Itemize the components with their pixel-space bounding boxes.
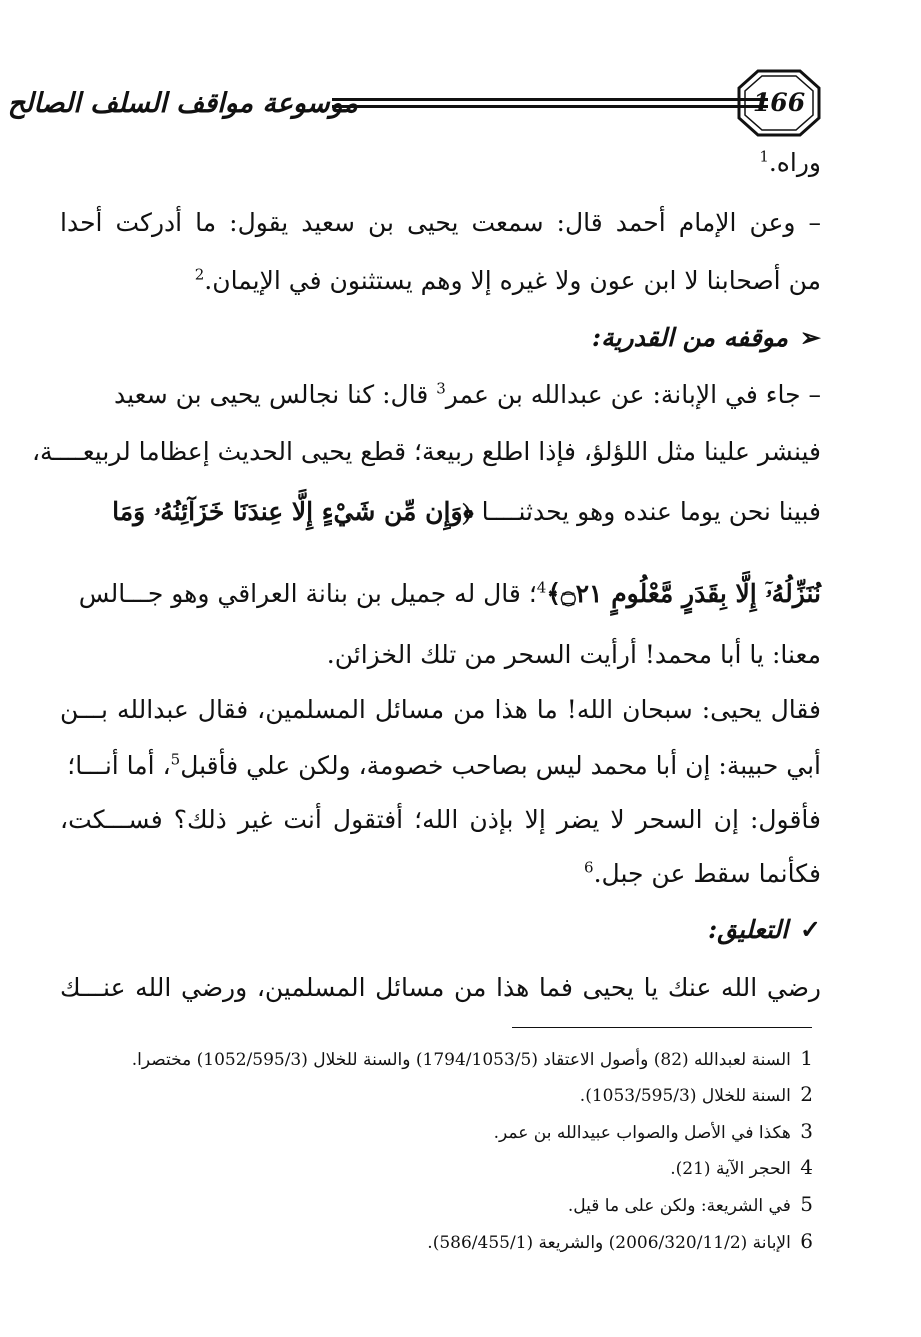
footnote-ref: 4 [536, 578, 547, 597]
footnote-separator [512, 1027, 812, 1028]
footnote-number: 1 [800, 1046, 813, 1070]
footnote-number: 2 [800, 1082, 813, 1106]
text-line: رضي الله عنك يا يحيى فما هذا من مسائل المسلمين، ورضي الله عنـــك [60, 973, 821, 1002]
footnote [100, 1223, 813, 1259]
text-line [60, 138, 821, 188]
text-span: ؛ قال له جميل بن بنانة العراقي وهو جـــالس [78, 579, 537, 608]
text-line [60, 569, 821, 619]
text-line [60, 370, 821, 420]
heading-text: موقفه من القدرية: [591, 323, 789, 352]
book-title: موسوعة مواقف السلف الصالح [7, 88, 358, 119]
footnote [100, 1040, 813, 1076]
text-span: قال: كنا نجالس يحيى بن سعيد [113, 380, 429, 409]
text-span: – جاء في الإبانة: عن عبدالله بن عمر [445, 380, 821, 409]
footnote-ref: 3 [436, 379, 446, 398]
text-span: ، أما أنـــا؛ [67, 751, 171, 780]
footnote-number: 5 [800, 1192, 813, 1216]
footnote-text: السنة لعبدالله (82) وأصول الاعتقاد (1794/1053/5) والسنة للخلال (1052/595/3) مختصرا. [131, 1050, 791, 1070]
footnote-text: الإبانة (2006/320/11/2) والشريعة (586/455/1). [427, 1233, 791, 1253]
page-number-badge [736, 68, 822, 138]
footnote-ref: 5 [170, 750, 181, 769]
text-line [60, 741, 821, 791]
text-line: – وعن الإمام أحمد قال: سمعت يحيى بن سعيد يقول: ما أدركت أحدا [60, 208, 821, 237]
footnote-ref: 6 [584, 858, 594, 877]
footnote-number: 3 [800, 1119, 813, 1143]
footnote-text: هكذا في الأصل والصواب عبيدالله بن عمر. [493, 1123, 791, 1143]
text-line: فينشر علينا مثل اللؤلؤ، فإذا اطلع ربيعة؛ قطع يحيى الحديث إعظاما لربيعــــة، [31, 437, 821, 466]
footnote [100, 1113, 813, 1149]
section-heading-commentary [60, 905, 821, 955]
text-span: من أصحابنا لا ابن عون ولا غيره إلا وهم يستثنون في الإيمان. [204, 266, 821, 295]
text-line [60, 487, 821, 537]
heading-text: التعليق: [707, 915, 789, 944]
arrowhead-icon: ➢ [800, 323, 821, 352]
footnote-number: 4 [800, 1155, 813, 1179]
quran-verse: نُنَزِّلُهُۥٓ إِلَّا بِقَدَرٍ مَّعْلُومٍ ۝٢١﴾ [546, 579, 821, 608]
text-span: فكأنما سقط عن جبل. [593, 859, 821, 888]
footnote-text: الحجر الآية (21). [670, 1159, 791, 1179]
text-span: فبينا نحن يوما عنده وهو يحدثنــــا [481, 497, 821, 526]
text-span: أبي حبيبة: إن أبا محمد ليس بصاحب خصومة، ولكن علي فأقبل [180, 751, 821, 780]
page-header [7, 68, 878, 138]
quran-verse: ﴿وَإِن مِّن شَيْءٍ إِلَّا عِندَنَا خَزَآئِنُهُۥ وَمَا [112, 497, 474, 526]
text-line: معنا: يا أبا محمد! أرأيت السحر من تلك الخزائن. [326, 640, 821, 669]
footnote-text: السنة للخلال (1053/595/3). [579, 1086, 791, 1106]
footnote [100, 1149, 813, 1185]
text-line: فقال يحيى: سبحان الله! ما هذا من مسائل المسلمين، فقال عبدالله بـــن [60, 695, 821, 724]
text-line [60, 849, 821, 899]
footnote [100, 1186, 813, 1222]
footnote-ref: 1 [759, 147, 769, 166]
text-span: وراه. [768, 148, 821, 177]
check-mark-icon: ✓ [800, 915, 821, 944]
header-double-rule [332, 98, 768, 108]
page-number: 166 [752, 88, 806, 117]
footnote [100, 1076, 813, 1112]
text-line: فأقول: إن السحر لا يضر إلا بإذن الله؛ أفتقول أنت غير ذلك؟ فســـكت، [60, 805, 821, 834]
section-heading-qadariyya [60, 313, 821, 363]
text-line [60, 256, 821, 306]
footnote-ref: 2 [194, 265, 205, 284]
footnote-text: في الشريعة: ولكن على ما قيل. [567, 1196, 791, 1216]
footnote-number: 6 [800, 1229, 813, 1253]
